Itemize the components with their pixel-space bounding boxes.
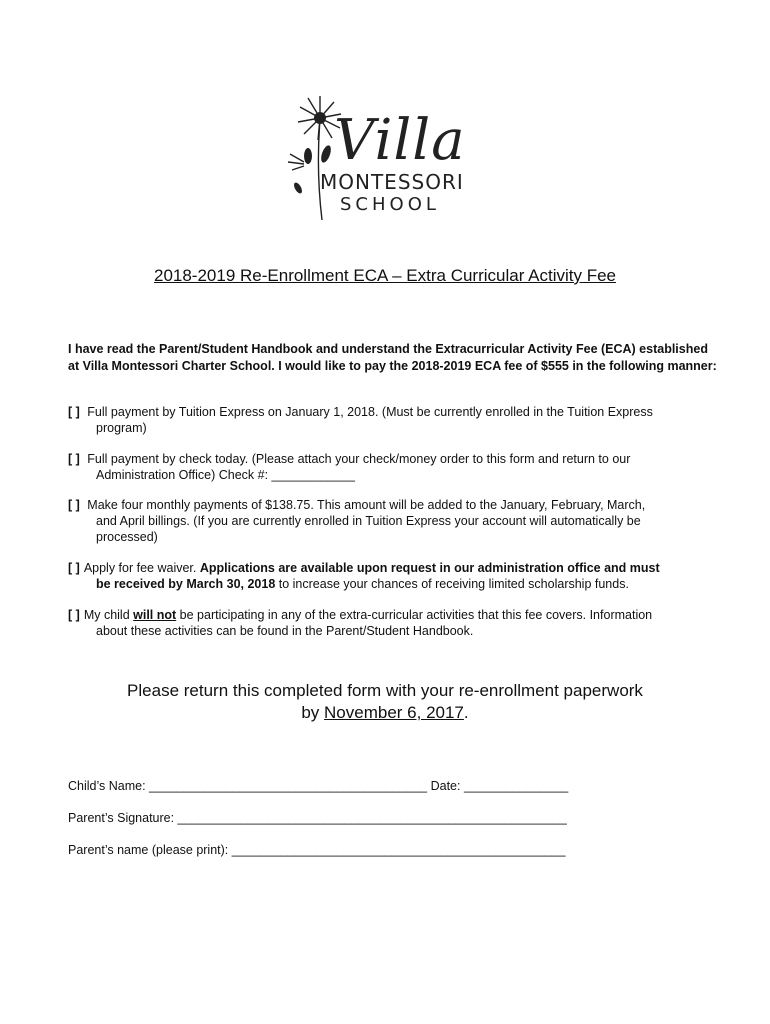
- checkbox[interactable]: [ ]: [68, 405, 80, 419]
- parent-name-field[interactable]: Parent’s name (please print): ________________________________________________: [68, 843, 566, 857]
- return-prefix: by: [301, 703, 325, 722]
- checkbox[interactable]: [ ]: [68, 498, 80, 512]
- option-text: be participating in any of the extra-curricular activities that this fee covers. Information: [176, 608, 653, 622]
- option-text: Make four monthly payments of $138.75. This amount will be added to the January, February, March,: [87, 498, 646, 512]
- option-text: to increase your chances of receiving limited scholarship funds.: [275, 577, 629, 591]
- option-text: program): [96, 421, 147, 435]
- return-suffix: .: [463, 703, 469, 722]
- option-text: about these activities can be found in the Parent/Student Handbook.: [96, 624, 474, 638]
- option-fee-waiver: [68, 560, 708, 592]
- form-title: 2018-2019 Re-Enrollment ECA – Extra Curricular Activity Fee: [153, 266, 617, 285]
- checkbox[interactable]: [ ]: [68, 608, 80, 622]
- option-text: Administration Office) Check #: ____________: [96, 468, 355, 482]
- option-bold-text: Applications are available upon request in our administration office and must: [199, 561, 660, 575]
- checkbox[interactable]: [ ]: [68, 561, 80, 575]
- option-text: Full payment by check today. (Please attach your check/money order to this form and return to our: [87, 452, 631, 466]
- childs-name-field[interactable]: Child’s Name: ________________________________________ Date: _______________: [68, 779, 569, 793]
- intro-paragraph: I have read the Parent/Student Handbook and understand the Extracurricular Activity Fee (ECA) established at Villa Montessori Charter School. I would like to pay the 2018-2019 ECA fee of $555 in the following manner:: [68, 342, 717, 373]
- return-deadline: November 6, 2017: [324, 703, 464, 722]
- parent-signature-field[interactable]: Parent’s Signature: ________________________________________________________: [68, 811, 567, 825]
- option-bold-text: be received by March 30, 2018: [96, 577, 276, 591]
- option-text: processed): [96, 530, 158, 544]
- option-text: My child: [83, 608, 134, 622]
- logo-montessori-text: MONTESSORI: [320, 170, 464, 194]
- option-check: [68, 451, 708, 483]
- option-text: Full payment by Tuition Express on January 1, 2018. (Must be currently enrolled in the Tuition Express: [87, 405, 653, 419]
- return-instructions: [0, 680, 770, 724]
- option-tuition-express: [68, 404, 708, 436]
- will-not-emphasis: will not: [133, 608, 177, 622]
- return-line: Please return this completed form with your re-enrollment paperwork: [127, 681, 643, 700]
- school-logo: [278, 90, 498, 225]
- logo-villa-text: Villa: [334, 108, 466, 173]
- checkbox[interactable]: [ ]: [68, 452, 80, 466]
- logo-school-text: SCHOOL: [340, 194, 440, 215]
- option-not-participating: [68, 607, 708, 639]
- option-monthly: [68, 497, 708, 545]
- option-text: and April billings. (If you are currently enrolled in Tuition Express your account will automatically be: [96, 514, 641, 528]
- option-text: Apply for fee waiver.: [83, 561, 200, 575]
